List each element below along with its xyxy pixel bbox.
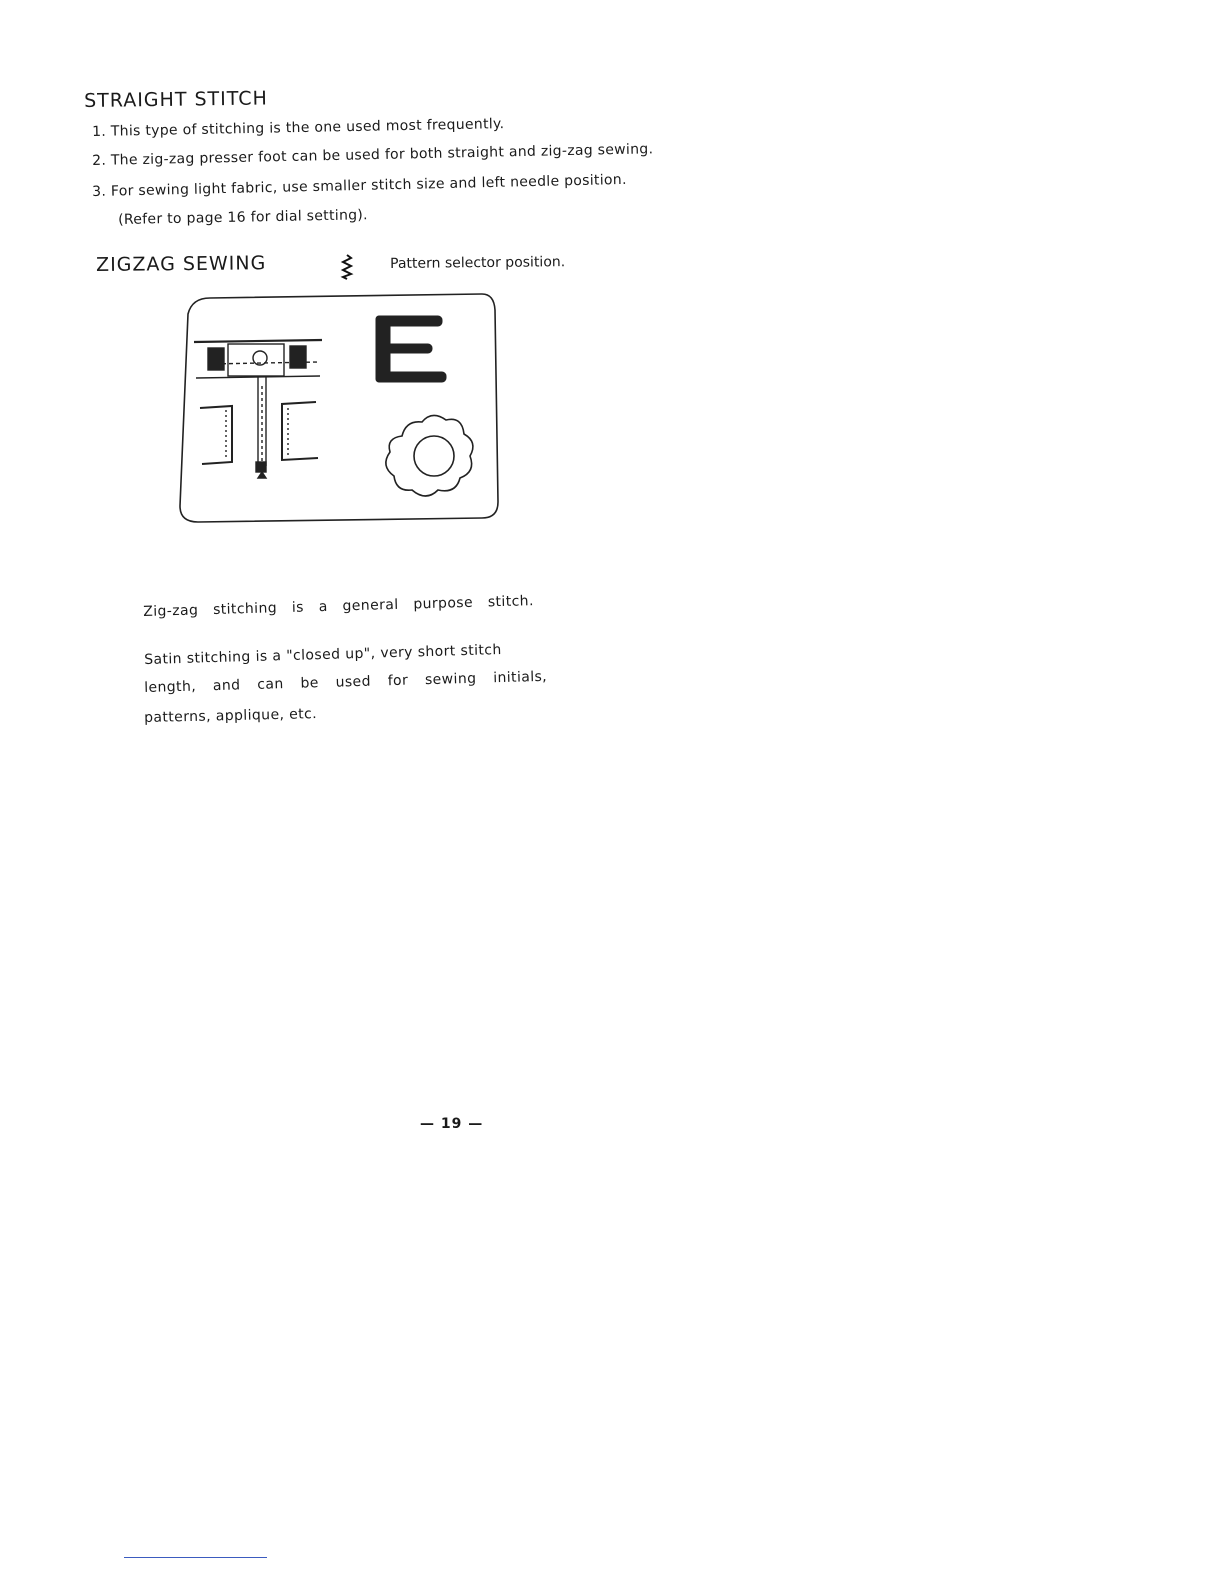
satin-letter-e-illustration (376, 316, 446, 382)
zigzag-sewing-heading: ZIGZAG SEWING (96, 252, 267, 276)
zigzag-pattern-icon (340, 254, 354, 286)
straight-stitch-item-1: 1. This type of stitching is the one used most frequently. (92, 116, 505, 140)
satin-paragraph-line-3: patterns, applique, etc. (144, 706, 318, 726)
scalloped-flower-illustration (386, 415, 473, 496)
straight-stitch-heading: STRAIGHT STITCH (84, 87, 268, 112)
presser-foot-illustration (194, 340, 322, 478)
straight-stitch-item-2: 2. The zig-zag presser foot can be used for both straight and zig-zag sewing. (92, 141, 654, 169)
satin-paragraph-line-1: Satin stitching is a "closed up", very short stitch (144, 642, 502, 668)
footer-divider (124, 1557, 267, 1558)
straight-stitch-item-3: 3. For sewing light fabric, use smaller stitch size and left needle position. (92, 171, 627, 200)
pattern-selector-caption: Pattern selector position. (390, 254, 566, 272)
satin-paragraph-line-2: length, and can be used for sewing initials, (144, 668, 548, 696)
stitch-illustration (170, 290, 500, 526)
page-number: — 19 — (420, 1116, 484, 1132)
zigzag-paragraph: Zig-zag stitching is a general purpose stitch. (143, 593, 535, 620)
straight-stitch-item-3-note: (Refer to page 16 for dial setting). (118, 207, 369, 228)
